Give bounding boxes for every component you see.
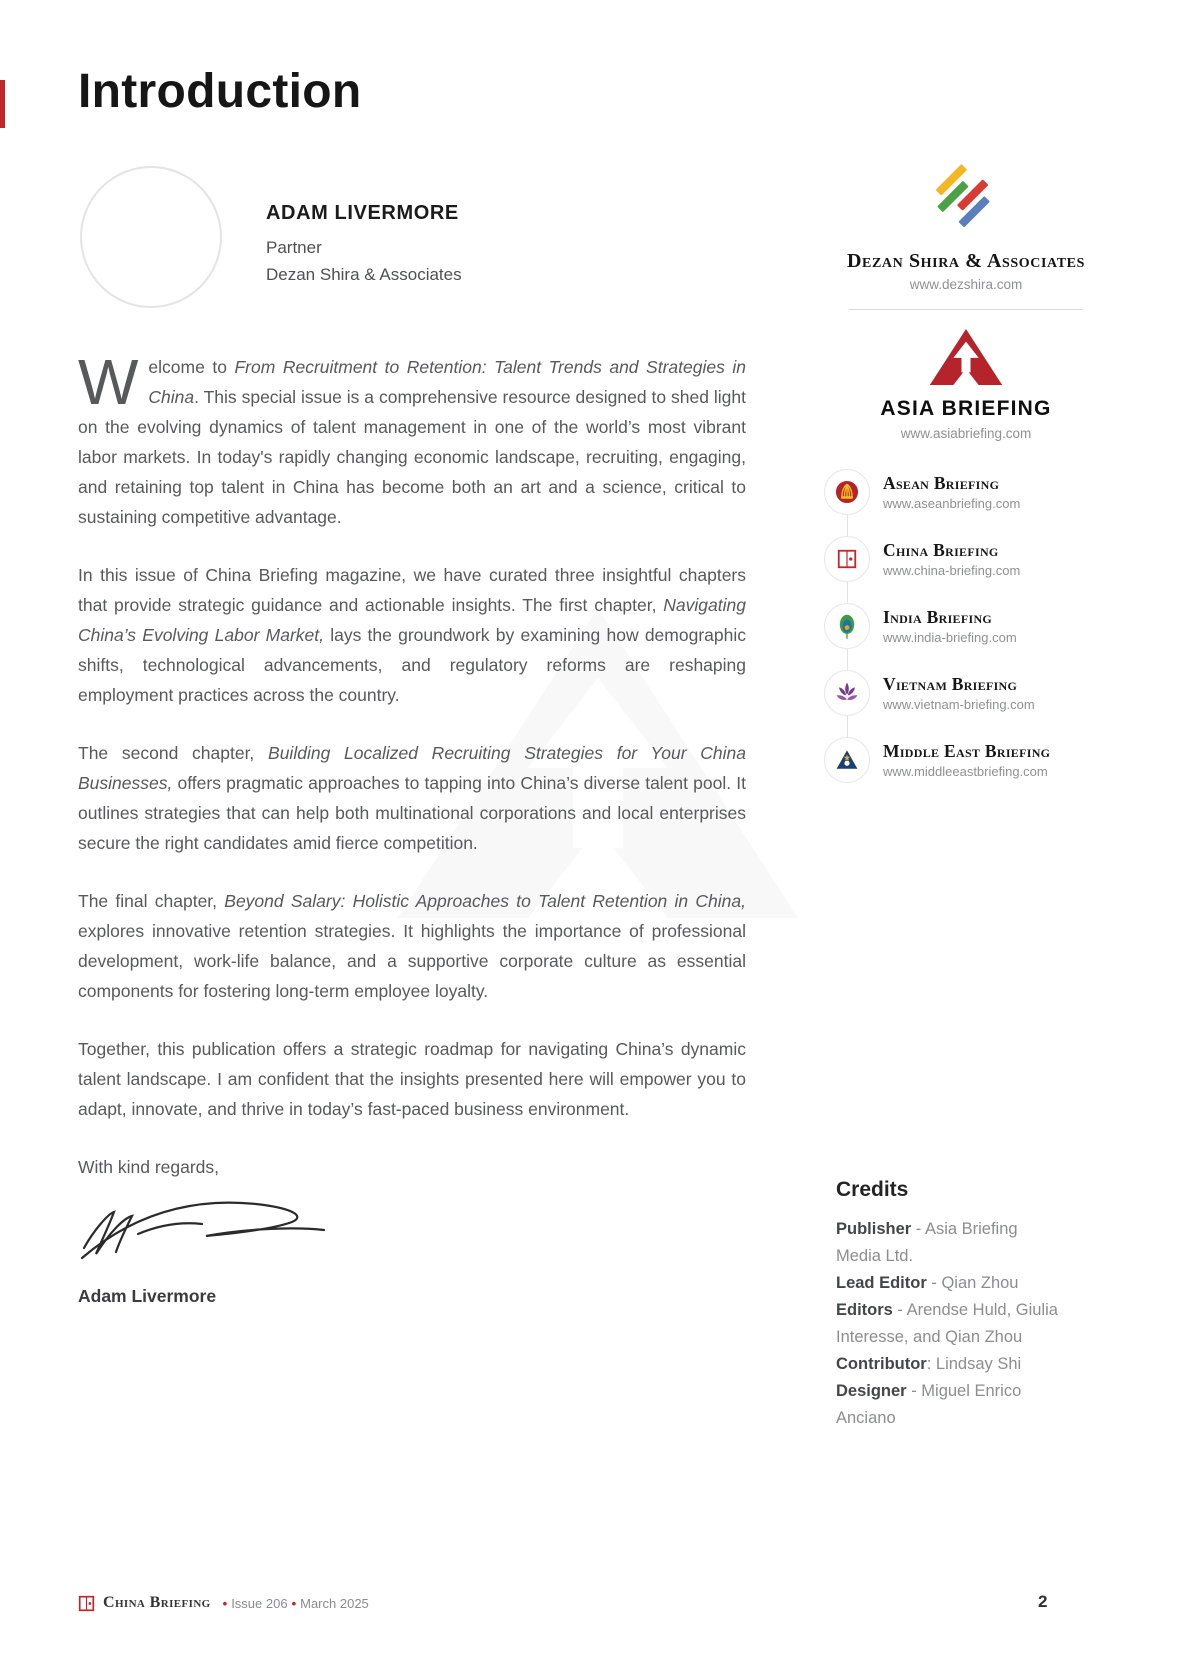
credit-label: Designer bbox=[836, 1382, 907, 1400]
author-avatar bbox=[80, 166, 222, 308]
body-column bbox=[78, 346, 746, 1311]
signature bbox=[78, 1190, 746, 1277]
asean-briefing-icon bbox=[824, 469, 870, 515]
credit-designer bbox=[836, 1378, 1058, 1432]
india-briefing-icon bbox=[824, 603, 870, 649]
body-paragraph-1 bbox=[78, 346, 746, 532]
signature-name: Adam Livermore bbox=[78, 1286, 217, 1306]
asia-briefing-brand-name: ASIA BRIEFING bbox=[880, 397, 1052, 420]
page-title: Introduction bbox=[78, 65, 362, 118]
briefing-item-middle-east bbox=[824, 737, 1116, 783]
footer-brand: China Briefing bbox=[103, 1594, 211, 1611]
china-briefing-footer-icon bbox=[78, 1595, 95, 1612]
credits-box bbox=[836, 1178, 1058, 1432]
body-paragraph-2: In this issue of China Briefing magazine, we have curated three insightful chapters that provide strategic guidance and actionable insights. The first chapter, Navigating China’s Evolving Labor Market, lays the groundwork by examining how demographic shifts, technological advancements, and regulatory reforms are reshaping employment practices across the country. bbox=[78, 565, 746, 705]
credit-contributor bbox=[836, 1351, 1058, 1378]
credits-heading: Credits bbox=[836, 1178, 909, 1201]
middle-east-briefing-icon bbox=[824, 737, 870, 783]
briefing-url[interactable]: www.middleeastbriefing.com bbox=[883, 764, 1048, 779]
briefing-title: India Briefing bbox=[883, 607, 993, 627]
author-block bbox=[80, 166, 462, 308]
credit-value: Qian Zhou bbox=[941, 1274, 1019, 1292]
signoff-text: With kind regards, bbox=[78, 1157, 220, 1177]
credit-label: Contributor bbox=[836, 1355, 927, 1373]
asia-briefing-url[interactable]: www.asiabriefing.com bbox=[900, 426, 1032, 441]
paragraph-text: elcome to From Recruitment to Retention: Talent Trends and Strategies in China. This special issue is a comprehensive resource designed to shed light on the evolving dynamics of talent management in one of the world’s most vibrant labor markets. In today's rapidly changing economic landscape, recruiting, engaging, and retaining top talent in China has become both an art and a science, critical to sustaining competitive advantage. bbox=[78, 357, 746, 527]
credit-value: Lindsay Shi bbox=[935, 1355, 1022, 1373]
footer-bullet: • bbox=[291, 1595, 297, 1611]
credit-separator: - bbox=[926, 1274, 942, 1292]
left-accent-bar bbox=[0, 80, 5, 128]
body-paragraph-5: Together, this publication offers a strategic roadmap for navigating China’s dynamic talent landscape. I am confident that the insights presented here will empower you to adapt, innovate, and thrive in today’s fast-paced business environment. bbox=[78, 1039, 746, 1119]
footer-bullet: • bbox=[222, 1595, 228, 1611]
china-briefing-icon bbox=[824, 536, 870, 582]
credit-value: Asia Briefing Media Ltd. bbox=[836, 1220, 1018, 1265]
author-name: ADAM LIVERMORE bbox=[266, 202, 459, 224]
credit-label: Lead Editor bbox=[836, 1274, 927, 1292]
briefing-url[interactable]: www.china-briefing.com bbox=[883, 563, 1021, 578]
dropcap: W bbox=[78, 346, 139, 418]
asia-briefing-logo-icon bbox=[928, 327, 1004, 387]
credit-separator: - bbox=[906, 1382, 922, 1400]
briefing-url[interactable]: www.india-briefing.com bbox=[883, 630, 1017, 645]
dezan-shira-logo-icon bbox=[923, 156, 1009, 242]
briefing-title: China Briefing bbox=[883, 540, 999, 560]
briefing-title: Asean Briefing bbox=[883, 473, 1000, 493]
dezan-shira-url[interactable]: www.dezshira.com bbox=[909, 277, 1023, 292]
footer-meta bbox=[219, 1596, 369, 1611]
briefing-url[interactable]: www.aseanbriefing.com bbox=[883, 496, 1021, 511]
vietnam-briefing-icon bbox=[824, 670, 870, 716]
briefing-item-china bbox=[824, 536, 1116, 582]
author-company: Dezan Shira & Associates bbox=[266, 265, 462, 285]
body-paragraph-4: The final chapter, Beyond Salary: Holistic Approaches to Talent Retention in China, explores innovative retention strategies. It highlights the importance of professional development, work-life balance, and a supportive corporate culture as essential components for fostering long-term employee loyalty. bbox=[78, 891, 746, 1001]
credit-value: Miguel Enrico Anciano bbox=[836, 1382, 1022, 1427]
credit-separator: - bbox=[892, 1301, 907, 1319]
credit-editors bbox=[836, 1297, 1058, 1351]
briefing-url[interactable]: www.vietnam-briefing.com bbox=[883, 697, 1035, 712]
credit-publisher bbox=[836, 1216, 1058, 1270]
page-number: 2 bbox=[1038, 1592, 1048, 1611]
sidebar-divider bbox=[849, 309, 1083, 310]
briefing-publications-list bbox=[816, 469, 1116, 783]
briefing-item-vietnam bbox=[824, 670, 1116, 716]
author-role: Partner bbox=[266, 238, 322, 257]
sidebar bbox=[816, 156, 1116, 804]
briefing-item-india bbox=[824, 603, 1116, 649]
dezan-shira-brand-name: Dezan Shira & Associates bbox=[847, 250, 1085, 272]
briefing-title: Middle East Briefing bbox=[883, 741, 1051, 761]
credit-separator: : bbox=[926, 1355, 936, 1373]
credit-value: Arendse Huld, Giulia Interesse, and Qian Zhou bbox=[836, 1301, 1058, 1346]
credit-label: Editors bbox=[836, 1301, 893, 1319]
page-footer bbox=[78, 1594, 369, 1612]
body-paragraph-3: The second chapter, Building Localized Recruiting Strategies for Your China Businesses, offers pragmatic approaches to tapping into China’s diverse talent pool. It outlines strategies that can help both multinational corporations and local enterprises secure the right candidates amid fierce competition. bbox=[78, 743, 746, 853]
briefing-title: Vietnam Briefing bbox=[883, 674, 1018, 694]
credit-lead-editor bbox=[836, 1270, 1058, 1297]
credit-label: Publisher bbox=[836, 1220, 912, 1238]
credit-separator: - bbox=[911, 1220, 925, 1238]
footer-issue: Issue 206 bbox=[231, 1595, 288, 1611]
briefing-item-asean bbox=[824, 469, 1116, 515]
footer-date: March 2025 bbox=[300, 1595, 369, 1611]
